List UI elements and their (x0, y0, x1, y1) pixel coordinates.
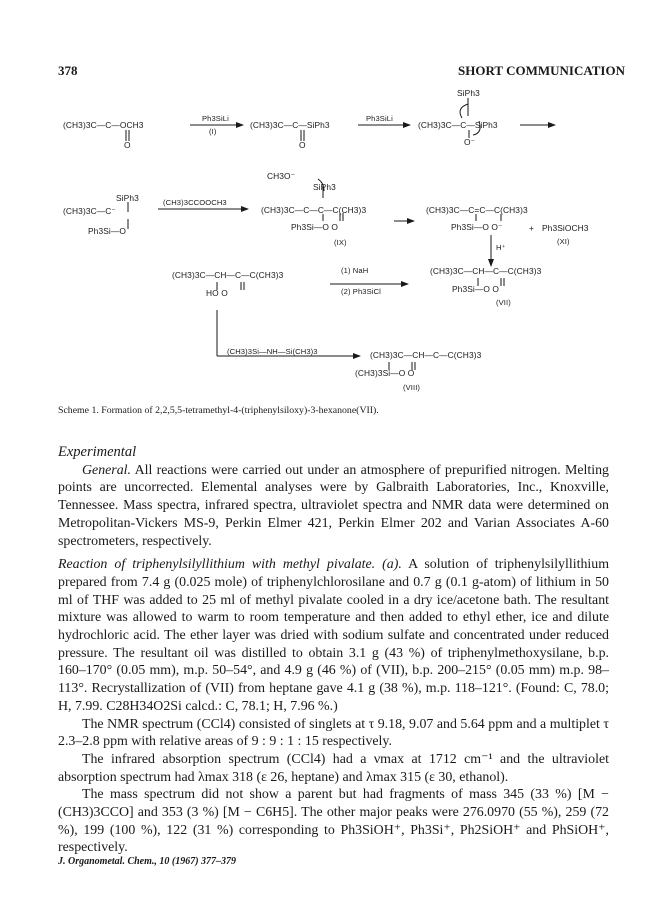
reagent-methyl-pivalate: (CH3)3CCOOCH3 (163, 198, 227, 207)
methyl-pivalate: (CH3)3C—C—OCH3 (63, 120, 144, 130)
acylsilane-I: (CH3)3C—C—SiPh3 (250, 120, 330, 130)
proton-reagent: H⁺ (496, 243, 506, 252)
adduct-siph3: SiPh3 (313, 182, 336, 192)
reaction-text: A solution of triphenylsilyllithium prepared from 7.4 g (0.025 mole) of triphenylchlorosilane and 0.7 g (0.1 g-atom) of lithium in 50 ml of THF was added to 25 ml of methyl pivalate cooled in a dry ice/acetone bath. The resultant mixture was allowed to warm to room temperature and then added to ethyl ether, ice and dilute hydrochloric acid. The ether layer was dried with sodium sulfate and concentrated under reduced pressure. The resultant oil was distilled to obtain 3.1 g (43 %) of triphenylmethoxysilane, b.p. 160–170° (0.05 mm), m.p. 50–54°, and 4.9 g (46 %) of (VII), b.p. 200–215° (0.05 mm) m.p. 98–113°. Recrystallization of (VII) from heptane gave 4.1 g (38 %), m.p. 118–121°. (Found: C, 78.0; H, 7.99. C28H34O2Si calcd.: C, 78.1; H, 7.96 %.) (58, 557, 609, 714)
product-VII-sub: Ph3Si—O O (452, 284, 499, 294)
scheme-caption: Scheme 1. Formation of 2,2,5,5-tetramethyl-4-(triphenylsiloxy)-3-hexanone(VII). (58, 405, 379, 416)
reagent-nah: (1) NaH (341, 266, 369, 275)
ir-paragraph: The infrared absorption spectrum (CCl4) had a νmax at 1712 cm⁻¹ and the ultraviolet absorption spectrum had λmax 318 (ε 26, heptane) and λmax 315 (ε 30, ethanol). (58, 751, 609, 785)
acylsilane-oxygen: O (299, 140, 306, 150)
general-label: General. (82, 462, 131, 478)
reaction-title: Reaction of triphenylsilyllithium with methyl pivalate. (a). (58, 557, 402, 573)
nmr-paragraph: The NMR spectrum (CCl4) consisted of singlets at τ 9.18, 9.07 and 5.64 ppm and a multiplet τ 2.3–2.8 ppm with relative areas of 9 : 9 : 1 : 15 respectively. (58, 716, 609, 750)
carbanion: (CH3)3C—C⁻ (63, 206, 116, 216)
product-VII: (CH3)3C—CH—C—C(CH3)3 (430, 266, 542, 276)
label-compound-VII: (VII) (496, 298, 511, 307)
ketol-sub: HO O (206, 288, 228, 298)
reaction-paragraph (58, 556, 609, 715)
pivalate-oxygen: O (124, 140, 131, 150)
reagent-ph3sicl: (2) Ph3SiCl (341, 287, 381, 296)
adduct-IX: (CH3)3C—C—C—C(CH3)3 (261, 205, 367, 215)
enolate: (CH3)3C—C=C—C(CH3)3 (426, 205, 528, 215)
ketol: (CH3)3C—CH—C—C(CH3)3 (172, 270, 284, 280)
reaction-scheme-lines (0, 0, 672, 400)
label-compound-IX: (IX) (334, 238, 347, 247)
journal-citation: J. Organometal. Chem., 10 (1967) 377–379 (58, 856, 237, 867)
general-text: All reactions were carried out under an atmosphere of prepurified nitrogen. Melting points are uncorrected. Elemental analyses were by Galbraith Laboratories, Inc., Knoxville, Tennessee. Mass spectra, infrared spectra, ultraviolet spectra and NMR data were determined on Metropolitan-Vickers MS-9, Perkin Elmer 421, Perkin Elmer 202 and Varian Associates A-60 spectrometers, respectively. (58, 462, 609, 549)
reagent-ph3sili-2: Ph3SiLi (366, 114, 393, 123)
label-compound-XI: (XI) (557, 237, 570, 246)
reagent-hexamethyldisilazane: (CH3)3Si—NH—Si(CH3)3 (227, 347, 318, 356)
running-title: SHORT COMMUNICATION (458, 63, 625, 78)
label-compound-VIII: (VIII) (403, 383, 421, 392)
intermediate-o-minus: O⁻ (464, 137, 476, 147)
experimental-section (58, 444, 609, 857)
carbanion-ph3si-o: Ph3Si—O (88, 226, 126, 236)
methoxide: CH3O⁻ (267, 171, 296, 181)
enolate-sub: Ph3Si—O O⁻ (451, 222, 503, 232)
experimental-heading: Experimental (58, 444, 137, 460)
ms-paragraph: The mass spectrum did not show a parent but had fragments of mass 345 (33 %) [M − (CH3)3CCO] and 353 (3 %) [M − C6H5]. The other major peaks were 276.0970 (55 %), 259 (72 %), 199 (100 %), 122 (31 %) corresponding to Ph3SiOH⁺, Ph3Si⁺, Ph2SiOH⁺ and PhSiOH⁺, respectively. (58, 787, 609, 856)
reagent-ph3sili-1: Ph3SiLi (202, 114, 229, 123)
product-VIII: (CH3)3C—CH—C—C(CH3)3 (370, 350, 482, 360)
plus-sign: + (529, 223, 534, 233)
page-number: 378 (58, 63, 78, 78)
product-VIII-sub: (CH3)3Si—O O (355, 368, 415, 378)
general-paragraph (58, 462, 609, 551)
triphenylmethoxysilane: Ph3SiOCH3 (542, 223, 589, 233)
label-compound-I: (I) (209, 127, 217, 136)
intermediate-siph3-top: SiPh3 (457, 88, 480, 98)
intermediate-adduct: (CH3)3C—C—SiPh3 (418, 120, 498, 130)
adduct-IX-sub: Ph3Si—O O (291, 222, 338, 232)
carbanion-siph3: SiPh3 (116, 193, 139, 203)
